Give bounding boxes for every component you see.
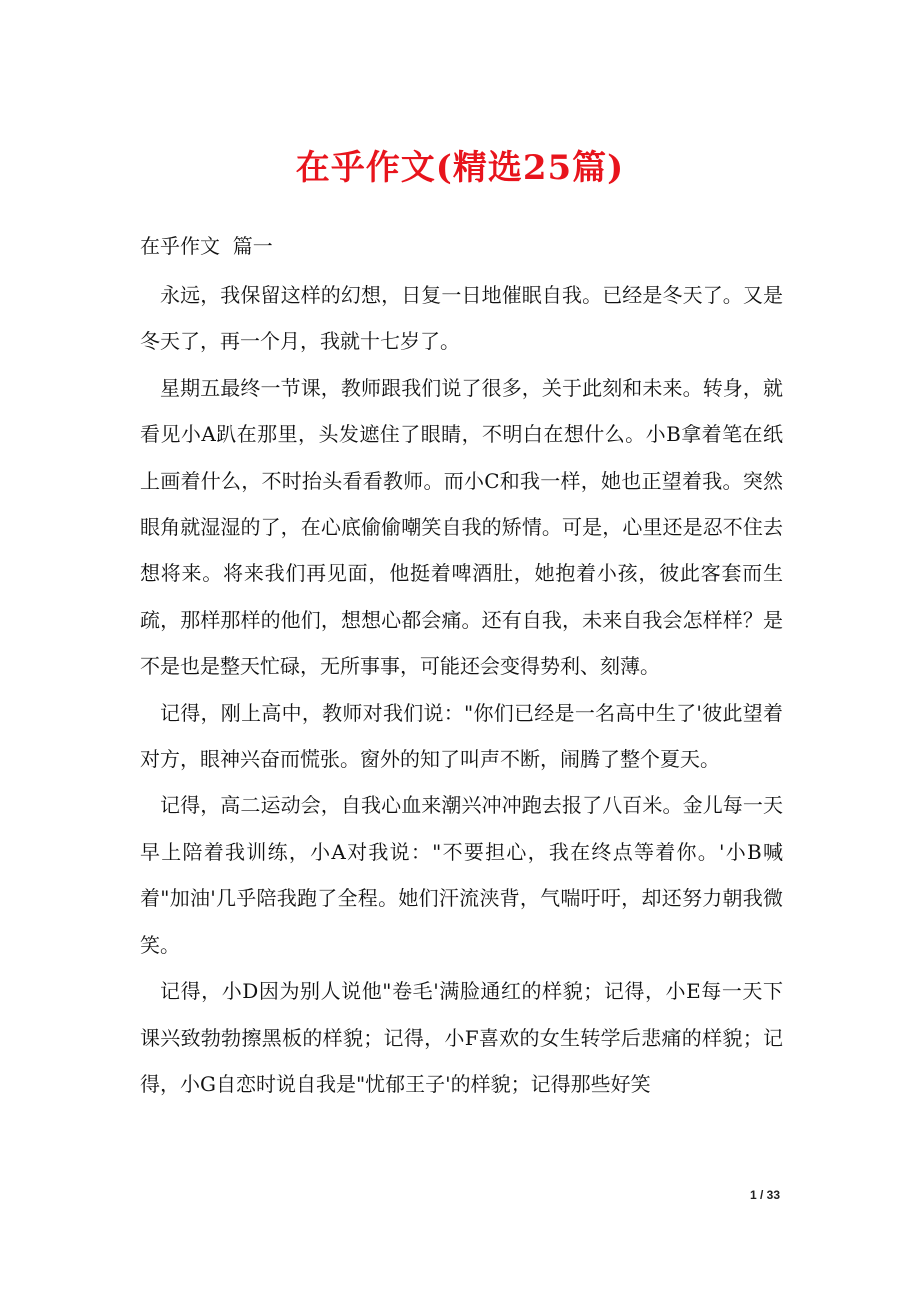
paragraph: 永远，我保留这样的幻想，日复一日地催眠自我。已经是冬天了。又是冬天了，再一个月，我就十七岁了。 bbox=[140, 283, 783, 354]
document-title: 在乎作文(精选25篇) bbox=[295, 148, 625, 188]
paragraph: 记得，刚上高中，教师对我们说："你们已经是一名高中生了'彼此望着对方，眼神兴奋而慌张。窗外的知了叫声不断，闹腾了整个夏天。 bbox=[140, 700, 783, 772]
paragraph: 记得，高二运动会，自我心血来潮兴冲冲跑去报了八百米。金儿每一天早上陪着我训练，小A对我说："不要担心，我在终点等着你。'小B喊着"加油'几乎陪我跑了全程。她们汗流浃背，气喘吁吁，却还努力朝我微笑。 bbox=[140, 793, 783, 957]
document-body bbox=[140, 272, 783, 1107]
paragraph: 星期五最终一节课，教师跟我们说了很多，关于此刻和未来。转身，就看见小A趴在那里，头发遮住了眼睛，不明白在想什么。小B拿着笔在纸上画着什么，不时抬头看看教师。而小C和我一样，她也正望着我。突然眼角就湿湿的了，在心底偷偷嘲笑自我的矫情。可是，心里还是忍不住去想将来。将来我们再见面，他挺着啤酒肚，她抱着小孩，彼此客套而生疏，那样那样的他们，想想心都会痛。还有自我，未来自我会怎样样？是不是也是整天忙碌，无所事事，可能还会变得势利、刻薄。 bbox=[140, 375, 783, 679]
paragraph: 记得，小D因为别人说他"卷毛'满脸通红的样貌；记得，小E每一天下课兴致勃勃擦黑板的样貌；记得，小F喜欢的女生转学后悲痛的样貌；记得，小G自恋时说自我是"忧郁王子'的样貌；记得那些好笑 bbox=[140, 979, 783, 1096]
page-number: 1 / 33 bbox=[749, 1188, 780, 1202]
section-heading: 在乎作文 篇一 bbox=[140, 234, 273, 258]
